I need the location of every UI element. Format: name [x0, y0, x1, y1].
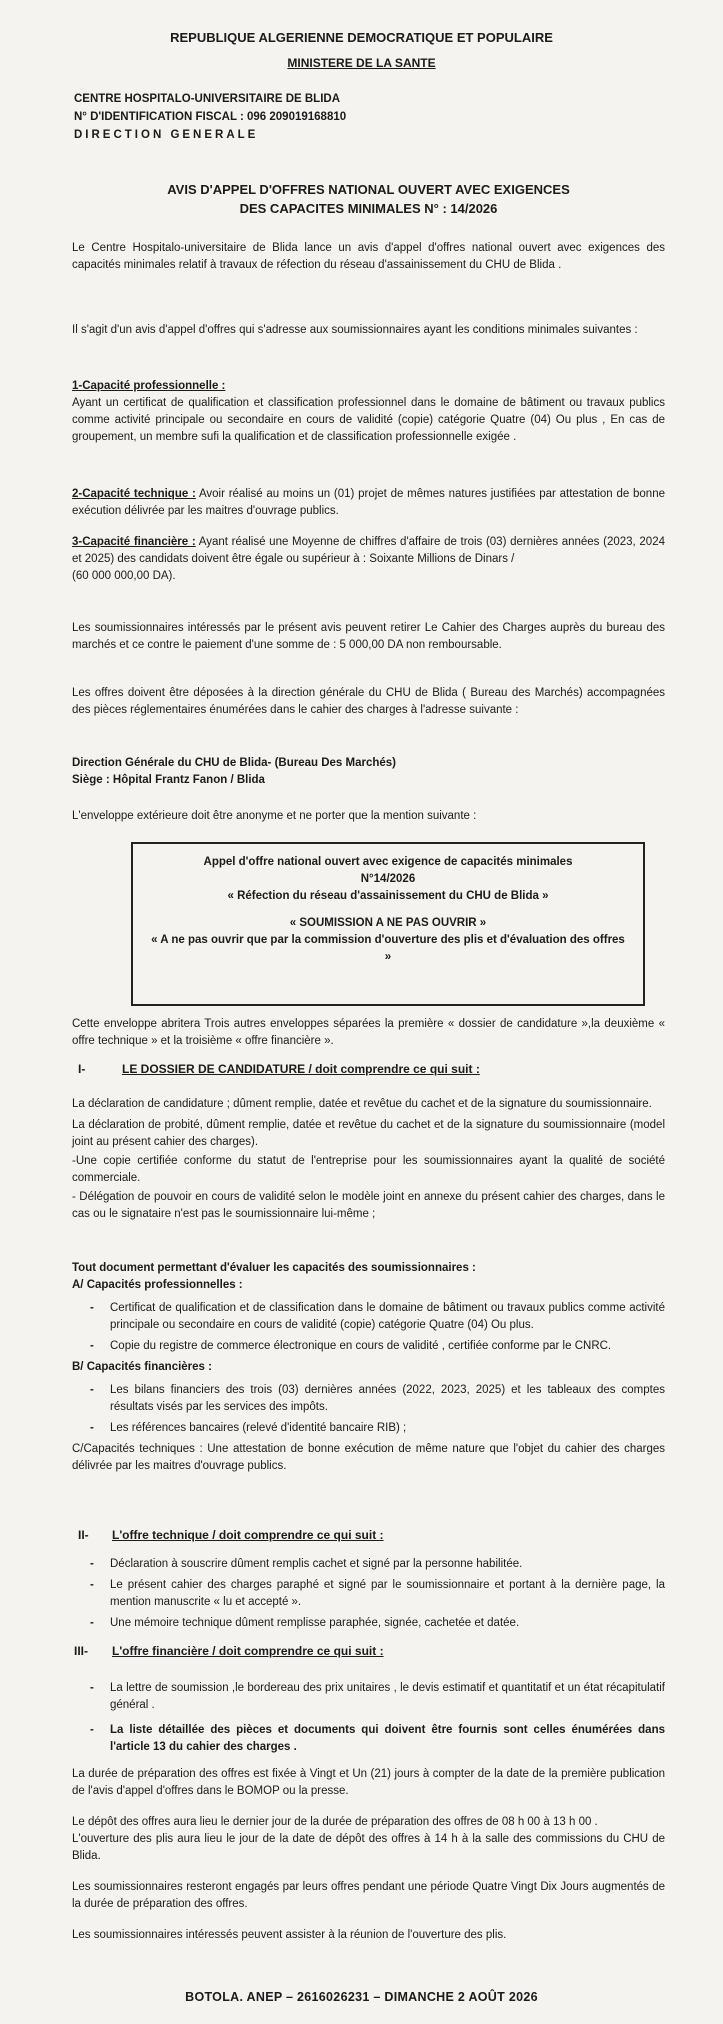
address-line-1: Direction Générale du CHU de Blida- (Bureau Des Marchés) — [72, 757, 396, 769]
list-item: - Copie du registre de commerce électronique en cours de validité , certifiée conforme par le CNRC. — [84, 1338, 665, 1355]
box-line-1: Appel d'offre national ouvert avec exigence de capacités minimales — [203, 856, 573, 868]
capacity-professional — [72, 378, 665, 446]
closing-opening: L'ouverture des plis aura lieu le jour de la date de dépôt des offres à 14 h à la salle des commissions du CHU de Blida. — [72, 1833, 665, 1862]
section-3-title: L'offre financière / doit comprendre ce qui suit : — [112, 1644, 384, 1658]
section-2-body — [84, 1556, 665, 1636]
evaluation-title: Tout document permettant d'évaluer les capacités des soumissionnaires : — [72, 1262, 476, 1274]
capacity-fin-text: Ayant réalisé une Moyenne de chiffres d'affaire de trois (03) dernières années (2023, 2024 et 2025) des candidats doivent être égale ou supérieur à : Soixante Millions de Dinars / — [72, 536, 665, 565]
publication-footer: BOTOLA. ANEP – 2616026231 – DIMANCHE 2 AOÛT 2026 — [185, 1990, 538, 2004]
capacity-pro-title: 1-Capacité professionnelle : — [72, 380, 226, 392]
section-1-number: I- — [78, 1062, 86, 1076]
envelope-description: Cette enveloppe abritera Trois autres enveloppes séparées la première « dossier de candidature »,la deuxième « offre technique » et la troisième « offre financière ». — [72, 1018, 665, 1047]
s1-paragraph-1: La déclaration de candidature ; dûment remplie, datée et revêtue du cachet et de la signature du soumissionnaire. — [72, 1098, 652, 1110]
closing-attendance: Les soumissionnaires intéressés peuvent assister à la réunion de l'ouverture des plis. — [72, 1929, 507, 1941]
capacity-tech-title: 2-Capacité technique : — [72, 488, 196, 500]
capacity-b-title: B/ Capacités financières : — [72, 1361, 212, 1373]
capacity-fin-amount: (60 000 000,00 DA). — [72, 570, 176, 582]
intro-p1-block — [72, 240, 665, 274]
section-3-number: III- — [74, 1644, 88, 1658]
closing-duration: La durée de préparation des offres est fixée à Vingt et Un (21) jours à compter de la date de la première publication de l'avis d'appel d'offres dans le BOMOP ou la presse. — [72, 1768, 665, 1797]
title-line-1: AVIS D'APPEL D'OFFRES NATIONAL OUVERT AVEC EXIGENCES — [167, 182, 570, 197]
capacity-tech-text: Avoir réalisé au moins un (01) projet de mêmes natures justifiées par attestation de bonne exécution délivrée par les maitres d'ouvrage publics. — [72, 488, 665, 517]
closing-engagement: Les soumissionnaires resteront engagés par leurs offres pendant une période Quatre Vingt Dix Jours augmentés de la durée de préparation des offres. — [72, 1881, 665, 1910]
capacity-pro-text: Ayant un certificat de qualification et classification professionnel dans le domaine de bâtiment ou travaux publics comme activité principale ou secondaire en cours de validité (copie) catégorie Quatre (04) Ou plus , En cas de groupement, un membre sufi la qualification et de classification professionnelle exigée . — [72, 397, 665, 443]
deposit-block — [72, 685, 665, 719]
capacity-technical — [72, 486, 665, 520]
list-item: - Les références bancaires (relevé d'identité bancaire RIB) ; — [84, 1420, 665, 1437]
list-item: - Certificat de qualification et de classification dans le domaine de bâtiment ou travaux publics comme activité principale ou secondaire en cours de validité (copie) catégorie Quatre (04) Ou plus. — [84, 1300, 665, 1334]
org-name: CENTRE HOSPITALO-UNIVERSITAIRE DE BLIDA — [74, 93, 340, 105]
capacity-a-list — [84, 1300, 665, 1355]
section-1-title: LE DOSSIER DE CANDIDATURE / doit comprendre ce qui suit : — [122, 1062, 480, 1076]
cahier-paragraph: Les soumissionnaires intéressés par le présent avis peuvent retirer Le Cahier des Charges auprès du bureau des marchés et ce contre le paiement d'une somme de : 5 000,00 DA non remboursable. — [72, 622, 665, 651]
s1-paragraph-3: -Une copie certifiée conforme du statut de l'entreprise pour les soumissionnaires ayant la qualité de société commerciale. — [72, 1155, 665, 1184]
box-line-4: « SOUMISSION A NE PAS OUVRIR » — [289, 917, 487, 929]
box-line-2: N°14/2026 — [360, 873, 416, 885]
list-item: - Le présent cahier des charges paraphé et signé par le soumissionnaire et portant à la dernière page, la mention manuscrite « lu et accepté ». — [84, 1577, 665, 1611]
intro-p2-block — [72, 322, 665, 339]
box-line-5: « A ne pas ouvrir que par la commission d'ouverture des plis et d'évaluation des offres » — [151, 934, 625, 963]
section-2-title: L'offre technique / doit comprendre ce qui suit : — [112, 1528, 384, 1542]
section-1-body — [72, 1096, 665, 1223]
closing-deposit: Le dépôt des offres aura lieu le dernier jour de la durée de préparation des offres de 08 h 00 à 13 h 00 . — [72, 1816, 598, 1828]
section-3-body — [84, 1680, 665, 1760]
section-2-number: II- — [78, 1528, 89, 1542]
s1-paragraph-4: - Délégation de pouvoir en cours de validité selon le modèle joint en annexe du présent cahier des charges, dans le cas ou le signataire n'est pas le soumissionnaire lui-même ; — [72, 1191, 665, 1220]
ministry-header: MINISTERE DE LA SANTE — [287, 56, 436, 70]
envelope-mention: L'enveloppe extérieure doit être anonyme et ne porter que la mention suivante : — [72, 810, 477, 822]
list-item: - Les bilans financiers des trois (03) dernières années (2022, 2023, 2025) et les tableaux des comptes résultats visés par les services des impôts. — [84, 1382, 665, 1416]
deposit-paragraph: Les offres doivent être déposées à la direction générale du CHU de Blida ( Bureau des Marchés) accompagnées des pièces réglementaires énumérées dans le cahier des charges à l'adresse suivante : — [72, 687, 665, 716]
capacity-a-title: A/ Capacités professionnelles : — [72, 1279, 243, 1291]
cahier-block — [72, 620, 665, 654]
intro-paragraph-2: Il s'agit d'un avis d'appel d'offres qui s'adresse aux soumissionnaires ayant les conditions minimales suivantes : — [72, 324, 638, 336]
fiscal-id: N° D'IDENTIFICATION FISCAL : 096 209019168810 — [74, 111, 347, 123]
list-item: - La liste détaillée des pièces et documents qui doivent être fournis sont celles énumérées dans l'article 13 du cahier des charges . — [84, 1722, 665, 1756]
s1-paragraph-2: La déclaration de probité, dûment remplie, datée et revêtue du cachet et de la signature du soumissionnaire (model joint au présent cahier des charges). — [72, 1119, 665, 1148]
envelope-mention-block — [72, 808, 665, 825]
list-item: - Déclaration à souscrire dûment remplis cachet et signé par la personne habilitée. — [84, 1556, 665, 1573]
intro-paragraph-1: Le Centre Hospitalo-universitaire de Blida lance un avis d'appel d'offres national ouvert avec exigences des capacités minimales relatif à travaux de réfection du réseau d'assainissement du CHU de Blida . — [72, 242, 665, 271]
direction-label: DIRECTION GENERALE — [74, 129, 259, 141]
evaluation-block — [72, 1260, 665, 1475]
title-line-2: DES CAPACITES MINIMALES N° : 14/2026 — [239, 201, 498, 216]
notice-title — [72, 180, 665, 218]
envelope-label-box — [131, 842, 645, 1006]
envelope-description-block — [72, 1016, 665, 1050]
list-item: - La lettre de soumission ,le bordereau des prix unitaires , le devis estimatif et quantitatif et un état récapitulatif général . — [84, 1680, 665, 1714]
address-line-2: Siège : Hôpital Frantz Fanon / Blida — [72, 774, 265, 786]
capacity-c-text: C/Capacités techniques : Une attestation de bonne exécution de même nature que l'objet du cahier des charges délivrée par les maitres d'ouvrage publics. — [72, 1443, 665, 1472]
capacity-fin-title: 3-Capacité financière : — [72, 536, 196, 548]
closing-block — [72, 1766, 665, 1944]
organization-block — [74, 90, 346, 144]
capacity-b-list — [84, 1382, 665, 1437]
offre-financiere-list — [84, 1680, 665, 1756]
list-item: - Une mémoire technique dûment remplisse paraphée, signée, cachetée et datée. — [84, 1615, 665, 1632]
address-block — [72, 755, 665, 789]
offre-technique-list — [84, 1556, 665, 1632]
box-line-3: « Réfection du réseau d'assainissement du CHU de Blida » — [227, 890, 549, 902]
capacity-financial — [72, 534, 665, 585]
republic-header: REPUBLIQUE ALGERIENNE DEMOCRATIQUE ET POPULAIRE — [170, 30, 553, 45]
